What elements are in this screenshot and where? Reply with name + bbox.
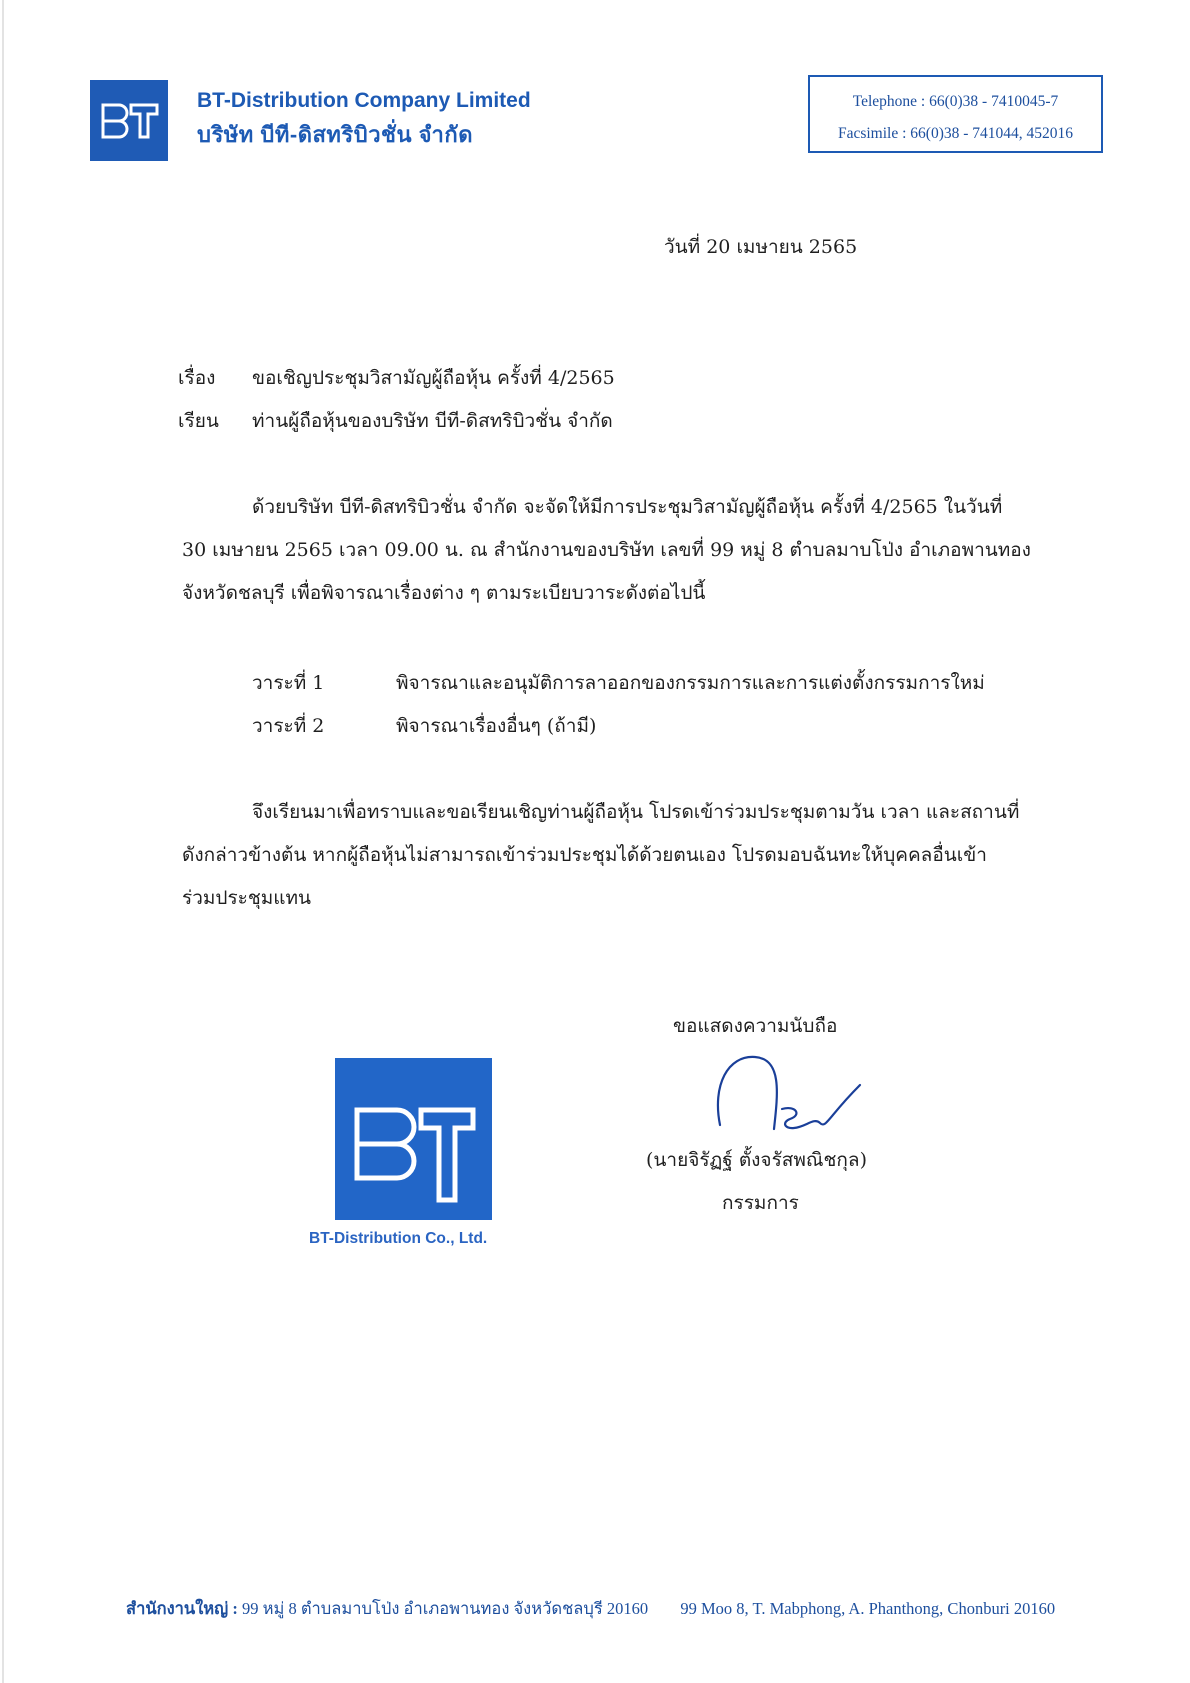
subject-text: ขอเชิญประชุมวิสามัญผู้ถือหุ้น ครั้งที่ 4/2565 bbox=[252, 367, 615, 389]
subject-label: เรื่อง bbox=[178, 367, 216, 389]
footer-label: สำนักงานใหญ่ : bbox=[126, 1599, 242, 1618]
paragraph1-line: จังหวัดชลบุรี เพื่อพิจารณาเรื่องต่าง ๆ ตามระเบียบวาระดังต่อไปนี้ bbox=[182, 582, 706, 604]
footer-address bbox=[126, 1596, 1055, 1622]
paragraph2-line: ดังกล่าวข้างต้น หากผู้ถือหุ้นไม่สามารถเข้าร่วมประชุมได้ด้วยตนเอง โปรดมอบฉันทะให้บุคคลอื่นเข้า bbox=[182, 844, 987, 866]
closing-text: ขอแสดงความนับถือ bbox=[673, 1015, 838, 1037]
footer-address-th: 99 หมู่ 8 ตำบลมาบโป่ง อำเภอพานทอง จังหวัดชลบุรี 20160 bbox=[241, 1599, 649, 1618]
paragraph1-line: ด้วยบริษัท บีที-ดิสทริบิวชั่น จำกัด จะจัดให้มีการประชุมวิสามัญผู้ถือหุ้น ครั้งที่ 4/2565 ในวันที่ bbox=[252, 496, 1003, 518]
paragraph2-line: ร่วมประชุมแทน bbox=[182, 887, 312, 909]
agenda-text: พิจารณาเรื่องอื่นๆ (ถ้ามี) bbox=[396, 715, 597, 737]
letter-date: วันที่ 20 เมษายน 2565 bbox=[664, 236, 858, 258]
stamp-caption: BT-Distribution Co., Ltd. bbox=[309, 1230, 488, 1247]
paragraph2-line: จึงเรียนมาเพื่อทราบและขอเรียนเชิญท่านผู้ถือหุ้น โปรดเข้าร่วมประชุมตามวัน เวลา และสถานที่ bbox=[252, 801, 1020, 823]
footer-address-en: 99 Moo 8, T. Mabphong, A. Phanthong, Chonburi 20160 bbox=[680, 1599, 1056, 1618]
signer-position: กรรมการ bbox=[722, 1192, 799, 1214]
company-stamp bbox=[335, 1058, 492, 1220]
company-logo bbox=[90, 80, 168, 161]
company-name-th: บริษัท บีที-ดิสทริบิวชั่น จำกัด bbox=[197, 122, 473, 147]
recipient-label: เรียน bbox=[178, 410, 219, 432]
contact-box bbox=[808, 75, 1103, 153]
agenda-text: พิจารณาและอนุมัติการลาออกของกรรมการและการแต่งตั้งกรรมการใหม่ bbox=[396, 672, 985, 694]
page-edge bbox=[2, 0, 4, 1683]
recipient-text: ท่านผู้ถือหุ้นของบริษัท บีที-ดิสทริบิวชั่น จำกัด bbox=[252, 410, 613, 432]
agenda-label: วาระที่ 2 bbox=[252, 715, 325, 737]
agenda-label: วาระที่ 1 bbox=[252, 672, 325, 694]
facsimile-line: Facsimile : 66(0)38 - 741044, 452016 bbox=[837, 125, 1074, 142]
paragraph1-line: 30 เมษายน 2565 เวลา 09.00 น. ณ สำนักงานของบริษัท เลขที่ 99 หมู่ 8 ตำบลมาบโป่ง อำเภอพานทอง bbox=[182, 539, 1031, 561]
company-name-en: BT-Distribution Company Limited bbox=[197, 89, 531, 112]
telephone-line: Telephone : 66(0)38 - 7410045-7 bbox=[852, 93, 1059, 110]
handwritten-signature bbox=[710, 1045, 870, 1137]
signer-name: (นายจิรัฏฐ์ ตั้งจรัสพณิชกุล) bbox=[646, 1149, 867, 1171]
